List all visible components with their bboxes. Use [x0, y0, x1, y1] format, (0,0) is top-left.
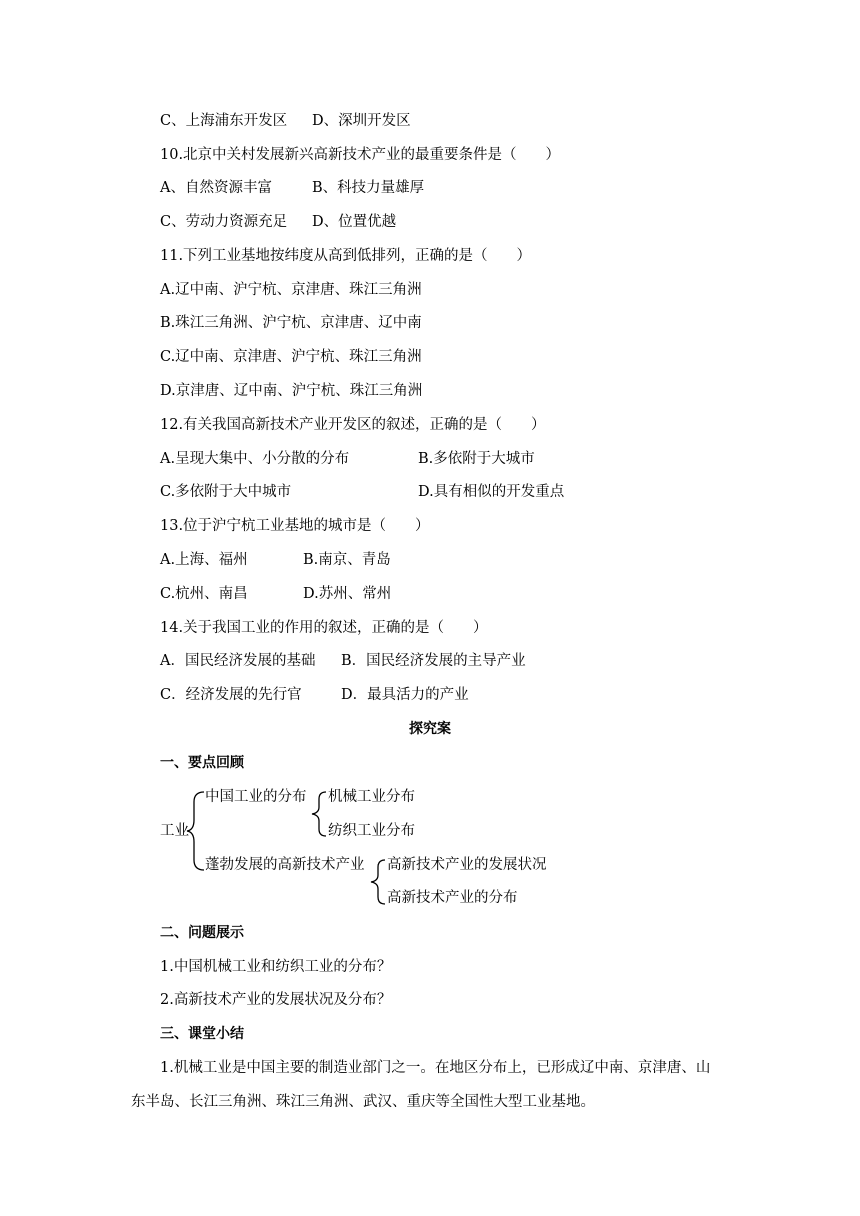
q10-option-a: A、自然资源丰富: [160, 180, 272, 196]
q13-option-c: C.杭州、南昌: [160, 586, 248, 602]
summary-para-line-2: 东半岛、长江三角洲、珠江三角洲、武汉、重庆等全国性大型工业基地。: [131, 1094, 595, 1110]
tree-root: 工业: [160, 823, 189, 839]
q11-option-d: D.京津唐、辽中南、沪宁杭、珠江三角洲: [160, 383, 423, 399]
q13-option-a: A.上海、福州: [160, 552, 248, 568]
q13-stem: 13.位于沪宁杭工业基地的城市是（ ）: [160, 518, 430, 534]
branch2-brace: [367, 858, 387, 906]
q11-option-b: B.珠江三角洲、沪宁杭、京津唐、辽中南: [160, 315, 422, 331]
q12-option-b: B.多依附于大城市: [418, 451, 535, 467]
problem-1: 1.中国机械工业和纺织工业的分布？: [160, 959, 392, 975]
q14-options-cd: [160, 685, 469, 705]
tree-branch-1-b: 纺织工业分布: [328, 823, 415, 839]
q12-option-a: A.呈现大集中、小分散的分布: [160, 451, 350, 467]
tree-branch-1-a: 机械工业分布: [328, 789, 415, 805]
q14-options-ab: [160, 651, 526, 671]
q11-option-c: C.辽中南、京津唐、沪宁杭、珠江三角洲: [160, 349, 422, 365]
q14-option-c: C．经济发展的先行官: [160, 687, 302, 703]
q14-option-a: A．国民经济发展的基础: [160, 653, 316, 669]
q13-option-b: B.南京、青岛: [303, 552, 391, 568]
q11-stem: 11.下列工业基地按纬度从高到低排列，正确的是（ ）: [160, 248, 532, 264]
q10-stem: 10.北京中关村发展新兴高新技术产业的最重要条件是（ ）: [160, 147, 561, 163]
q12-option-c: C.多依附于大中城市: [160, 484, 292, 500]
q10-option-d: D、位置优越: [312, 214, 397, 230]
q11-option-a: A.辽中南、沪宁杭、京津唐、珠江三角洲: [160, 282, 422, 298]
q13-options-ab: [160, 550, 391, 570]
tree-branch-2: 蓬勃发展的高新技术产业: [205, 857, 365, 873]
tree-branch-2-a: 高新技术产业的发展状况: [387, 857, 547, 873]
q10-option-c: C、劳动力资源充足: [160, 214, 288, 230]
review-heading: 一、要点回顾: [160, 755, 244, 771]
summary-heading: 三、课堂小结: [160, 1026, 244, 1042]
tree-branch-2-b: 高新技术产业的分布: [387, 890, 518, 906]
problem-2: 2.高新技术产业的发展状况及分布？: [160, 992, 392, 1008]
q13-options-cd: [160, 584, 392, 604]
q12-option-d: D.具有相似的开发重点: [418, 484, 565, 500]
tree-branch-1: 中国工业的分布: [205, 789, 307, 805]
q12-options-cd: [160, 482, 565, 502]
section-title: 探究案: [409, 721, 451, 737]
q12-stem: 12.有关我国高新技术产业开发区的叙述，正确的是（ ）: [160, 417, 546, 433]
q10-options-ab: [160, 178, 425, 198]
root-brace: [186, 790, 206, 874]
q14-option-d: D．最具活力的产业: [341, 687, 469, 703]
q14-option-b: B．国民经济发展的主导产业: [341, 653, 526, 669]
q9-options-row: [160, 111, 411, 131]
q14-stem: 14.关于我国工业的作用的叙述，正确的是（ ）: [160, 620, 488, 636]
q9-option-c: C、上海浦东开发区: [160, 113, 288, 129]
branch1-brace: [308, 790, 328, 838]
q10-options-cd: [160, 212, 397, 232]
summary-para-line-1: 1.机械工业是中国主要的制造业部门之一。在地区分布上，已形成辽中南、京津唐、山: [160, 1060, 711, 1076]
q9-option-d: D、深圳开发区: [312, 113, 411, 129]
problems-heading: 二、问题展示: [160, 925, 244, 941]
q13-option-d: D.苏州、常州: [303, 586, 392, 602]
q12-options-ab: [160, 449, 535, 469]
q10-option-b: B、科技力量雄厚: [312, 180, 425, 196]
